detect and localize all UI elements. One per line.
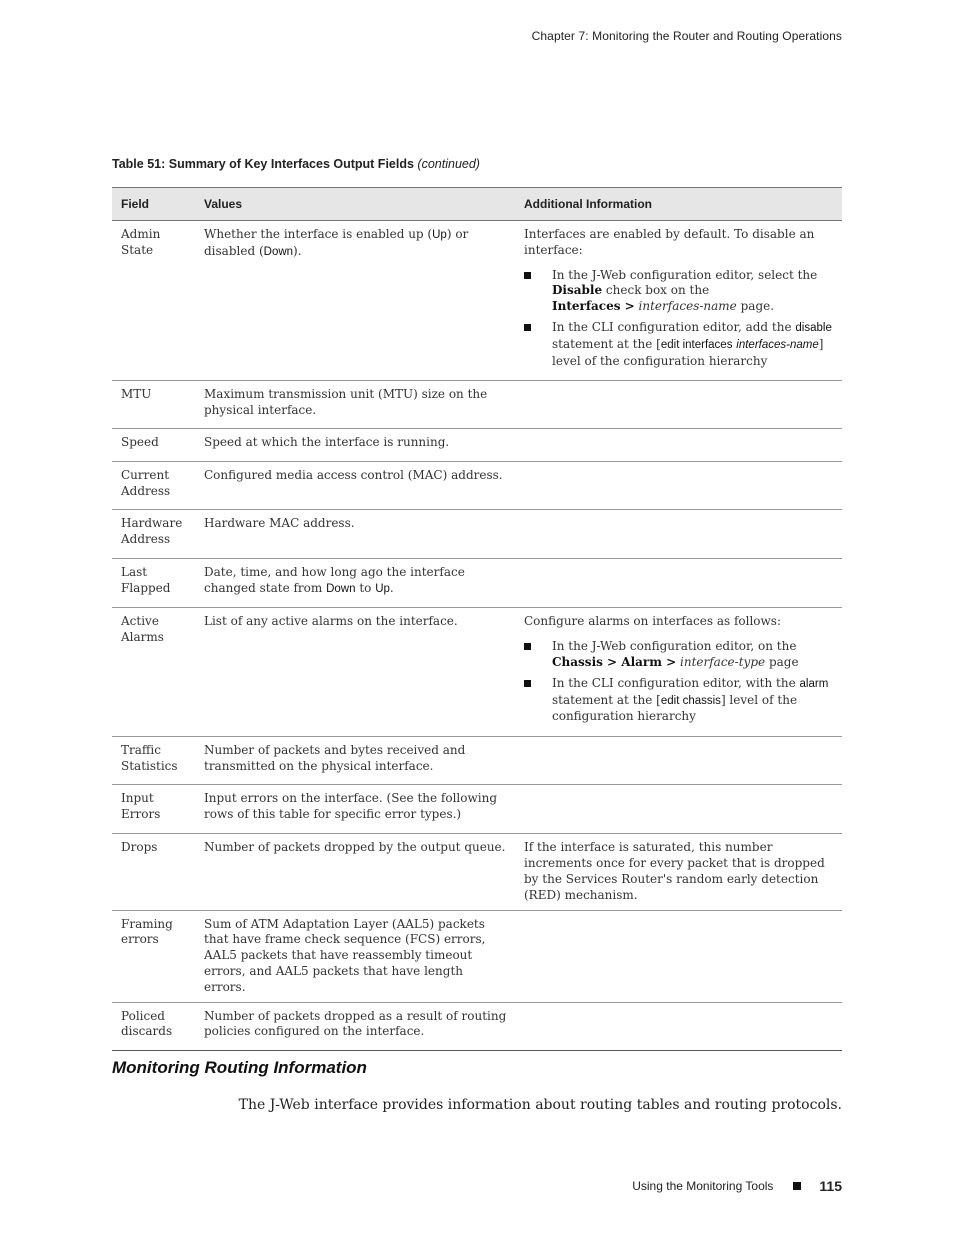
table-row	[112, 1002, 842, 1050]
footer-label: Using the Monitoring Tools	[632, 1179, 774, 1193]
section-paragraph: The J-Web interface provides information about routing tables and routing protocols.	[238, 1097, 842, 1113]
table-row	[112, 510, 842, 559]
bullet-icon	[524, 643, 531, 650]
list-item: In the CLI configuration editor, with the alarm statement at the [edit chassis] level of the configuration hierarchy	[524, 676, 834, 725]
values-cell: Input errors on the interface. (See the following rows of this table for specific error types.)	[195, 785, 515, 834]
info-cell	[515, 559, 842, 608]
info-intro: Interfaces are enabled by default. To disable an interface:	[524, 227, 815, 257]
info-cell	[515, 608, 842, 737]
info-cell	[515, 910, 842, 1002]
table-row	[112, 381, 842, 429]
page-number: 115	[819, 1178, 842, 1194]
table-row	[112, 737, 842, 785]
table-row	[112, 462, 842, 510]
field-cell: Drops	[112, 834, 195, 910]
info-cell	[515, 221, 842, 381]
info-cell	[515, 510, 842, 559]
values-cell: Number of packets and bytes received and transmitted on the physical interface.	[195, 737, 515, 785]
list-item: In the CLI configuration editor, add the disable statement at the [edit interfaces interfaces-name] level of the configuration hierarchy	[524, 320, 834, 369]
list-item: In the J-Web configuration editor, select the Disable check box on the Interfaces > interfaces-name page.	[524, 268, 834, 315]
field-cell: Input Errors	[112, 785, 195, 834]
values-cell: Sum of ATM Adaptation Layer (AAL5) packets that have frame check sequence (FCS) errors, AAL5 packets that have reassembly timeout errors, and AAL5 packets that have length errors.	[195, 910, 515, 1002]
bullet-icon	[524, 324, 531, 331]
info-cell	[515, 1002, 842, 1050]
table-row	[112, 608, 842, 737]
table-title-suffix: (continued)	[417, 157, 480, 171]
field-cell: Speed	[112, 429, 195, 462]
field-cell: Framing errors	[112, 910, 195, 1002]
values-cell: Number of packets dropped by the output queue.	[195, 834, 515, 910]
info-cell	[515, 429, 842, 462]
values-cell: Speed at which the interface is running.	[195, 429, 515, 462]
page-footer	[632, 1178, 842, 1194]
values-cell: Number of packets dropped as a result of routing policies configured on the interface.	[195, 1002, 515, 1050]
info-cell	[515, 785, 842, 834]
interfaces-table	[112, 187, 842, 1051]
table-title	[112, 157, 480, 171]
info-cell: If the interface is saturated, this number increments once for every packet that is dropped by the Services Router's random early detection (RED) mechanism.	[515, 834, 842, 910]
field-cell: Hardware Address	[112, 510, 195, 559]
table-row	[112, 559, 842, 608]
values-cell: Configured media access control (MAC) address.	[195, 462, 515, 510]
values-cell: List of any active alarms on the interface.	[195, 608, 515, 737]
field-cell: Last Flapped	[112, 559, 195, 608]
column-header-field: Field	[112, 188, 195, 221]
table-header-row	[112, 188, 842, 221]
info-cell	[515, 462, 842, 510]
footer-square-icon	[793, 1182, 801, 1190]
values-cell: Date, time, and how long ago the interface changed state from Down to Up.	[195, 559, 515, 608]
table-row	[112, 834, 842, 910]
section-heading: Monitoring Routing Information	[112, 1058, 367, 1077]
running-header: Chapter 7: Monitoring the Router and Routing Operations	[531, 29, 842, 43]
bullet-icon	[524, 272, 531, 279]
table-row	[112, 221, 842, 381]
table-row	[112, 785, 842, 834]
column-header-values: Values	[195, 188, 515, 221]
bullet-icon	[524, 680, 531, 687]
table-title-text: Table 51: Summary of Key Interfaces Output Fields	[112, 157, 414, 171]
values-cell: Maximum transmission unit (MTU) size on the physical interface.	[195, 381, 515, 429]
info-cell	[515, 737, 842, 785]
field-cell: Policed discards	[112, 1002, 195, 1050]
table-row	[112, 910, 842, 1002]
table-row	[112, 429, 842, 462]
info-cell	[515, 381, 842, 429]
field-cell: Admin State	[112, 221, 195, 381]
values-cell: Hardware MAC address.	[195, 510, 515, 559]
field-cell: Traffic Statistics	[112, 737, 195, 785]
column-header-additional-info: Additional Information	[515, 188, 842, 221]
list-item: In the J-Web configuration editor, on the Chassis > Alarm > interface-type page	[524, 639, 834, 671]
field-cell: Current Address	[112, 462, 195, 510]
values-cell: Whether the interface is enabled up (Up) or disabled (Down).	[195, 221, 515, 381]
field-cell: Active Alarms	[112, 608, 195, 737]
field-cell: MTU	[112, 381, 195, 429]
info-intro: Configure alarms on interfaces as follows:	[524, 614, 781, 629]
